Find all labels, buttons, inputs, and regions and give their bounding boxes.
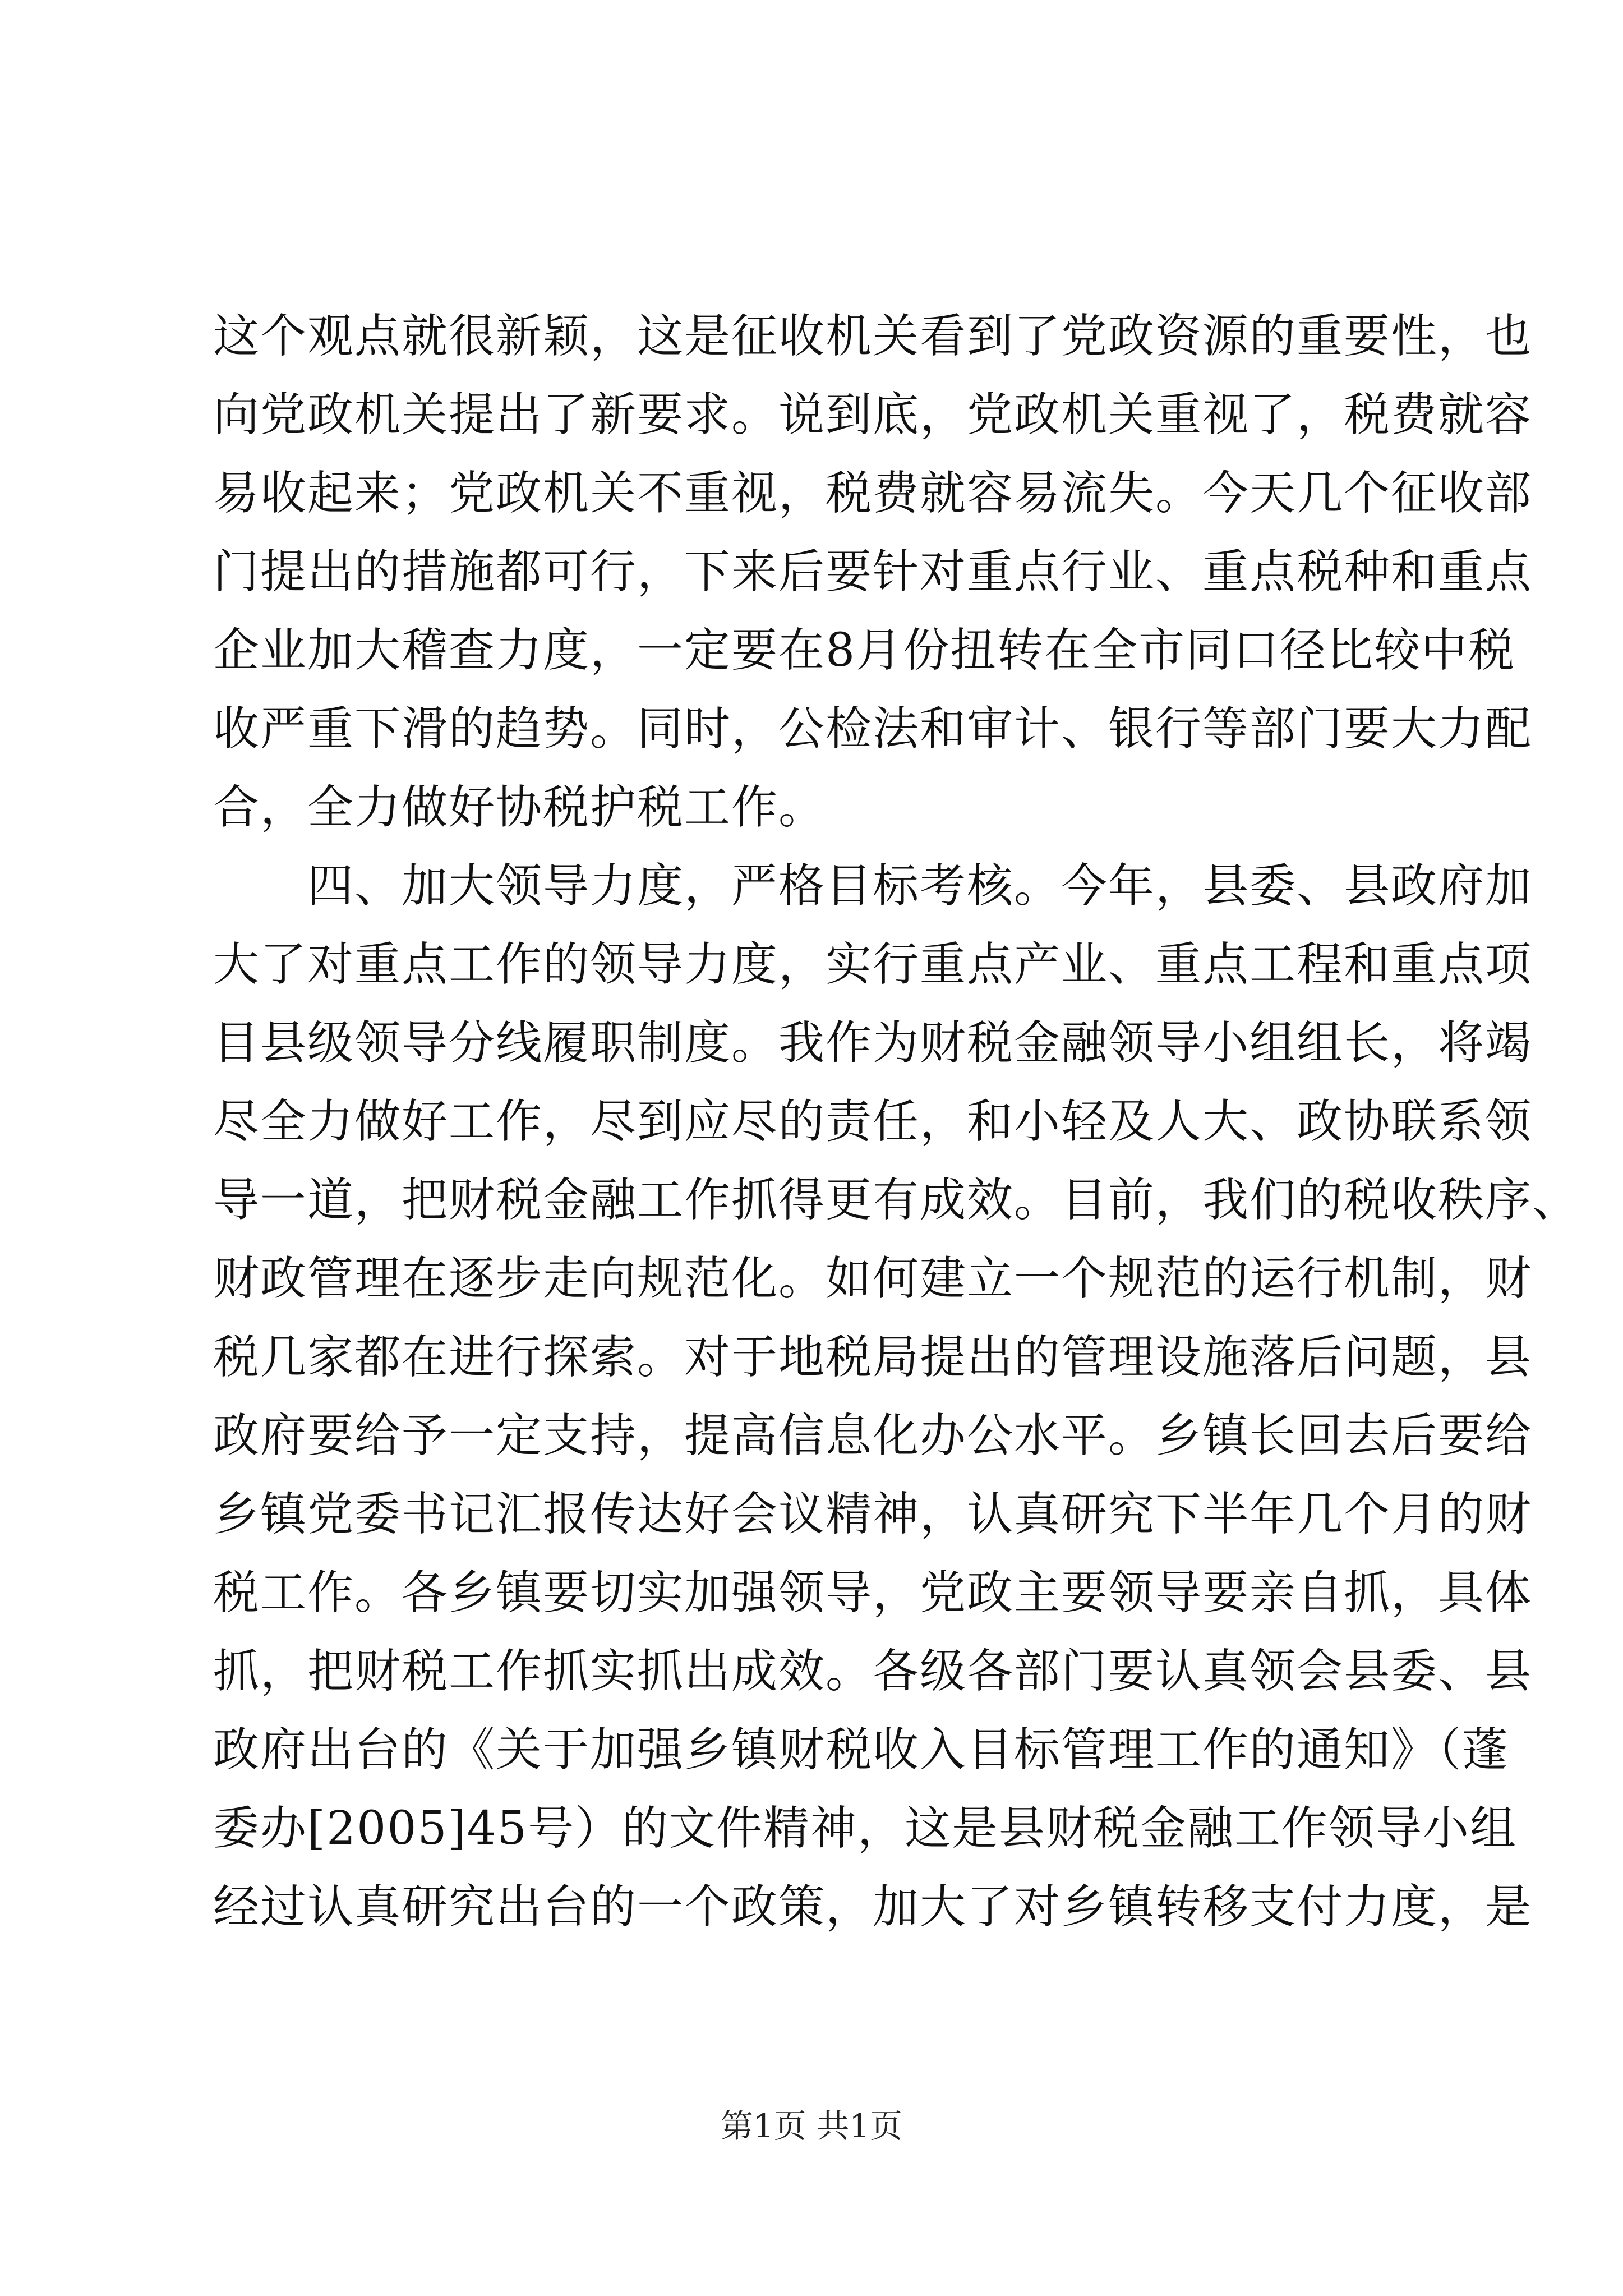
text-line: 易收起来；党政机关不重视，税费就容易流失。今天几个征收部 [213, 467, 1533, 520]
text-line: 税几家都在进行探索。对于地税局提出的管理设施落后问题，县 [213, 1331, 1533, 1384]
text-line: 四、加大领导力度，严格目标考核。今年，县委、县政府加 [213, 859, 1533, 913]
text-line: 抓，把财税工作抓实抓出成效。各级各部门要认真领会县委、县 [213, 1645, 1533, 1698]
text-line: 合，全力做好协税护税工作。 [213, 781, 826, 834]
text-line: 向党政机关提出了新要求。说到底，党政机关重视了，税费就容 [213, 388, 1533, 441]
text-line: 收严重下滑的趋势。同时，公检法和审计、银行等部门要大力配 [213, 702, 1533, 756]
text-line: 目县级领导分线履职制度。我作为财税金融领导小组组长，将竭 [213, 1016, 1533, 1070]
text-line: 政府要给予一定支持，提高信息化办公水平。乡镇长回去后要给 [213, 1409, 1533, 1462]
page-number-label: 第1页 共1页 [720, 2107, 903, 2145]
text-line: 税工作。各乡镇要切实加强领导，党政主要领导要亲自抓，具体 [213, 1566, 1533, 1619]
text-line: 导一道，把财税金融工作抓得更有成效。目前，我们的税收秩序、 [213, 1174, 1580, 1227]
text-line: 政府出台的《关于加强乡镇财税收入目标管理工作的通知》（蓬 [213, 1723, 1510, 1777]
text-line: 门提出的措施都可行，下来后要针对重点行业、重点税种和重点 [213, 545, 1533, 599]
text-line: 企业加大稽查力度，一定要在8月份扭转在全市同口径比较中税 [213, 624, 1516, 677]
text-line: 财政管理在逐步走向规范化。如何建立一个规范的运行机制，财 [213, 1252, 1533, 1305]
text-line: 大了对重点工作的领导力度，实行重点产业、重点工程和重点项 [213, 938, 1533, 991]
text-line: 委办[2005]45号）的文件精神，这是县财税金融工作领导小组 [213, 1802, 1518, 1855]
text-line: 这个观点就很新颖，这是征收机关看到了党政资源的重要性，也 [213, 310, 1533, 363]
text-line: 尽全力做好工作，尽到应尽的责任，和小轻及人大、政协联系领 [213, 1095, 1533, 1148]
text-line: 乡镇党委书记汇报传达好会议精神，认真研究下半年几个月的财 [213, 1488, 1533, 1541]
page-footer [0, 2104, 1623, 2148]
text-line: 经过认真研究出台的一个政策，加大了对乡镇转移支付力度，是 [213, 1880, 1533, 1934]
